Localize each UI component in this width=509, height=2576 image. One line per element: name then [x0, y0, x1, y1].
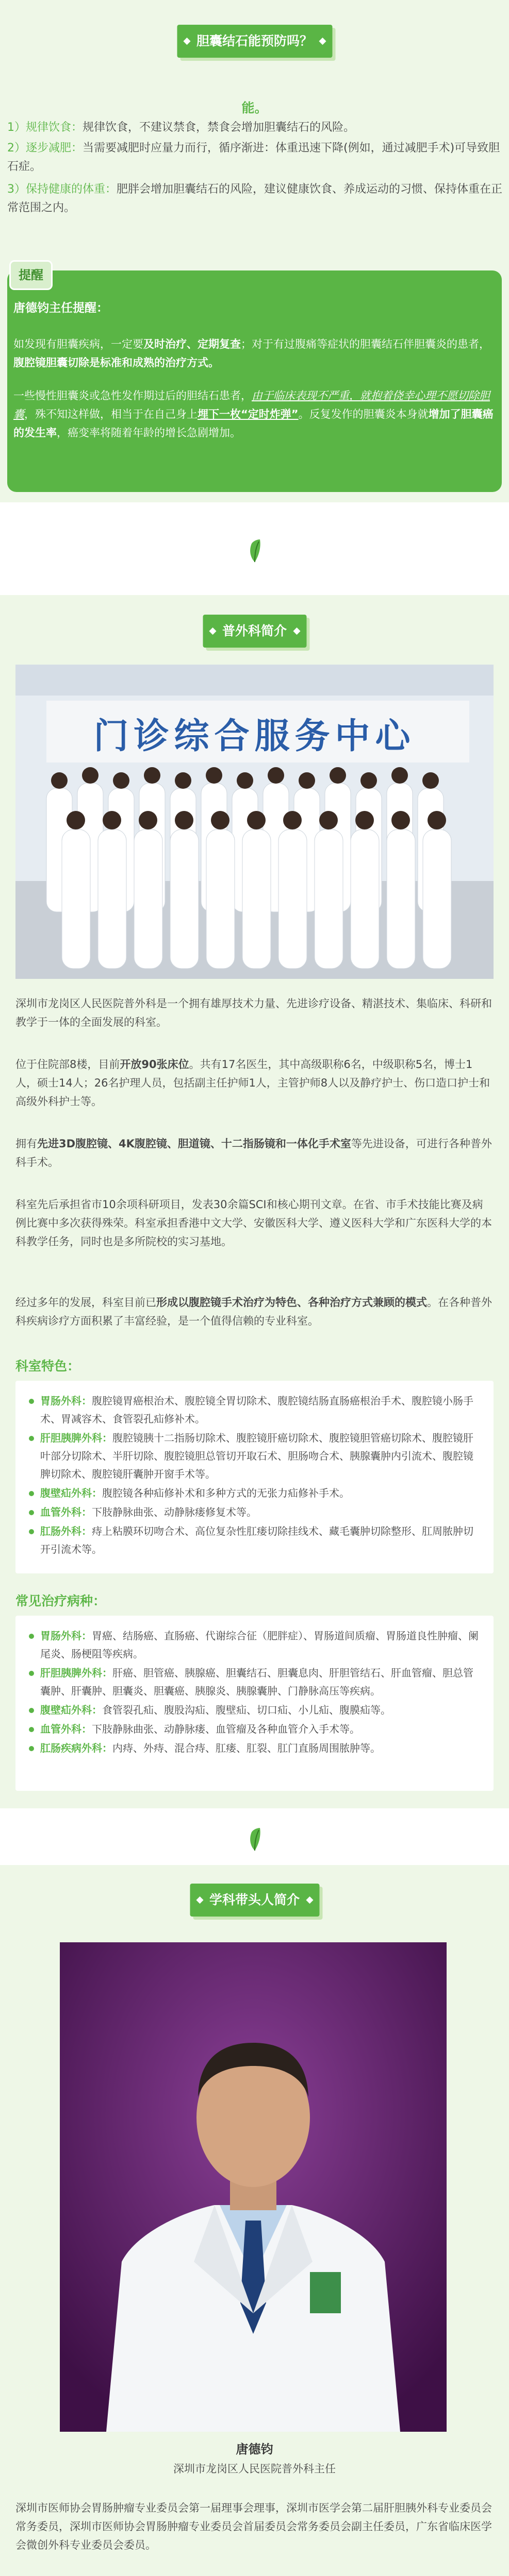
dept-research-paragraph: 科室先后承担省市10余项科研项目，发表30余篇SCI和核心期刊文章。在省、市手术技能比赛及病例比赛中多次获得殊荣。科室承担香港中文大学、安徽医科大学、遵义医科大学和广东医科大学的本科教学任务，同时也是多所院校的实习基地。 — [15, 1198, 492, 1248]
doctor-position: 深圳市龙岗区人民医院普外科主任 — [173, 2463, 336, 2475]
diseases-heading: 常见治疗病种： — [15, 1594, 106, 1608]
section-title-leader: 学科带头人简介 — [190, 1884, 319, 1917]
reason-item-1: 1）规律饮食：规律饮食，不建议禁食，禁食会增加胆囊结石的风险。 — [7, 121, 355, 134]
features-panel — [15, 1381, 494, 1573]
doctor-portrait — [60, 1942, 447, 2432]
tip-content — [13, 299, 496, 442]
disease-item-hepatobiliary: 肝胆胰脾外科：肝癌、胆管癌、胰腺癌、胆囊结石、胆囊息肉、肝胆管结石、肝血管瘤、胆总管囊肿、肝囊肿、胆囊炎、胆囊癌、胰腺炎、胰腺囊肿、门静脉高压等疾病。 — [29, 1664, 480, 1700]
dept-development-paragraph: 经过多年的发展，科室目前已形成以腹腔镜手术治疗为特色、各种治疗方式兼顾的模式。在各种普外科疾病诊疗方面积累了丰富经验，是一个值得信赖的专业科室。 — [15, 1296, 492, 1327]
answer-label: 能。 — [241, 100, 268, 115]
doctor-name: 唐德钧 — [236, 2442, 273, 2456]
tip-badge: 提醒 — [9, 260, 53, 290]
reason-item-2: 2）逐步减肥：当需要减肥时应量力而行，循序渐进：体重迅速下降(例如，通过减肥手术)可导致胆石症。 — [7, 142, 500, 173]
tip-paragraph-1: 如发现有胆囊疾病，一定要及时治疗、定期复查；对于有过腹痛等症状的胆囊结石伴胆囊炎的患者，腹腔镜胆囊切除是标准和成熟的治疗方式。 — [13, 338, 490, 369]
doctor-portrait-illustration — [60, 1942, 447, 2432]
disease-item-anorectal: 肛肠疾病外科：内痔、外痔、混合痔、肛瘘、肛裂、肛门直肠周围脓肿等。 — [29, 1739, 480, 1757]
section-title-prevention: 胆囊结石能预防吗？ — [177, 25, 332, 58]
doctor-bio-paragraph-1: 深圳市医师协会胃肠肿瘤专业委员会第一届理事会理事，深圳市医学会第二届肝胆胰外科专业委员会常务委员，深圳市医师协会胃肠肿瘤专业委员会首届委员会常务委员会副主任委员，广东省临床医学会微创外科专业委员会委员。 — [15, 2502, 492, 2551]
leaf-divider-icon — [245, 1827, 264, 1852]
dept-staff-paragraph: 位于住院部8楼，目前开放90张床位。共有17名医生，其中高级职称6名，中级职称5名，博士1人，硕士14人；26名护理人员，包括副主任护师1人，主管护师8人以及静疗护士、伤口造口护士和高级外科护士等。 — [15, 1058, 490, 1108]
tip-paragraph-2: 一些慢性胆囊炎或急性发作期过后的胆结石患者，由于临床表现不严重，就抱着侥幸心理不愿切除胆囊，殊不知这样做，相当于在自己身上埋下一枚“定时炸弹”。反复发作的胆囊炎本身就增加了胆囊癌的发生率，癌变率将随着年龄的增长急剧增加。 — [13, 389, 494, 439]
dept-intro-paragraph: 深圳市龙岗区人民医院普外科是一个拥有雄厚技术力量、先进诊疗设备、精湛技术、集临床、科研和教学于一体的全面发展的科室。 — [15, 997, 492, 1028]
diseases-panel — [15, 1616, 494, 1791]
tip-heading: 唐德钧主任提醒： — [13, 301, 108, 315]
feature-item-vascular: 血管外科：下肢静脉曲张、动静脉瘘修复术等。 — [29, 1503, 480, 1521]
photo-sign-text: 门诊综合服务中心 — [93, 716, 416, 757]
features-heading: 科室特色： — [15, 1359, 80, 1374]
feature-item-anorectal: 肛肠外科：痔上粘膜环切吻合术、高位复杂性肛瘘切除挂线术、藏毛囊肿切除整形、肛周脓肿切开引流术等。 — [29, 1522, 480, 1558]
disease-item-hernia: 腹壁疝外科：食管裂孔疝、腹股沟疝、腹壁疝、切口疝、小儿疝、腹膜疝等。 — [29, 1701, 480, 1719]
reason-item-3: 3）保持健康的体重：肥胖会增加胆囊结石的风险，建议健康饮食、养成运动的习惯、保持体重在正常范围之内。 — [7, 183, 503, 214]
feature-item-hepatobiliary: 肝胆胰脾外科：腹腔镜胰十二指肠切除术、腹腔镜肝癌切除术、腹腔镜胆管癌切除术、腹腔镜肝叶部分切除术、半肝切除、腹腔镜胆总管切开取石术、胆肠吻合术、胰腺囊肿内引流术、腹腔镜脾切除术、腹腔镜肝囊肿开窗手术等。 — [29, 1429, 480, 1483]
feature-item-gi: 胃肠外科：腹腔镜胃癌根治术、腹腔镜全胃切除术、腹腔镜结肠直肠癌根治手术、腹腔镜小肠手术、胃减容术、食管裂孔疝修补术。 — [29, 1392, 480, 1428]
section-title-department: 普外科简介 — [203, 615, 306, 648]
leaf-divider-icon — [245, 538, 264, 563]
disease-item-vascular: 血管外科：下肢静脉曲张、动静脉瘘、血管瘤及各种血管介入手术等。 — [29, 1720, 480, 1738]
disease-item-gi: 胃肠外科：胃癌、结肠癌、直肠癌、代谢综合征（肥胖症）、胃肠道间质瘤、胃肠道良性肿瘤、阑尾炎、肠梗阻等疾病。 — [29, 1627, 480, 1663]
team-group-photo — [15, 665, 494, 979]
feature-item-hernia: 腹壁疝外科：腹腔镜各种疝修补术和多种方式的无张力疝修补手术。 — [29, 1484, 480, 1502]
dept-equipment-paragraph: 拥有先进3D腹腔镜、4K腹腔镜、胆道镜、十二指肠镜和一体化手术室等先进设备，可进行各种普外科手术。 — [15, 1138, 492, 1168]
